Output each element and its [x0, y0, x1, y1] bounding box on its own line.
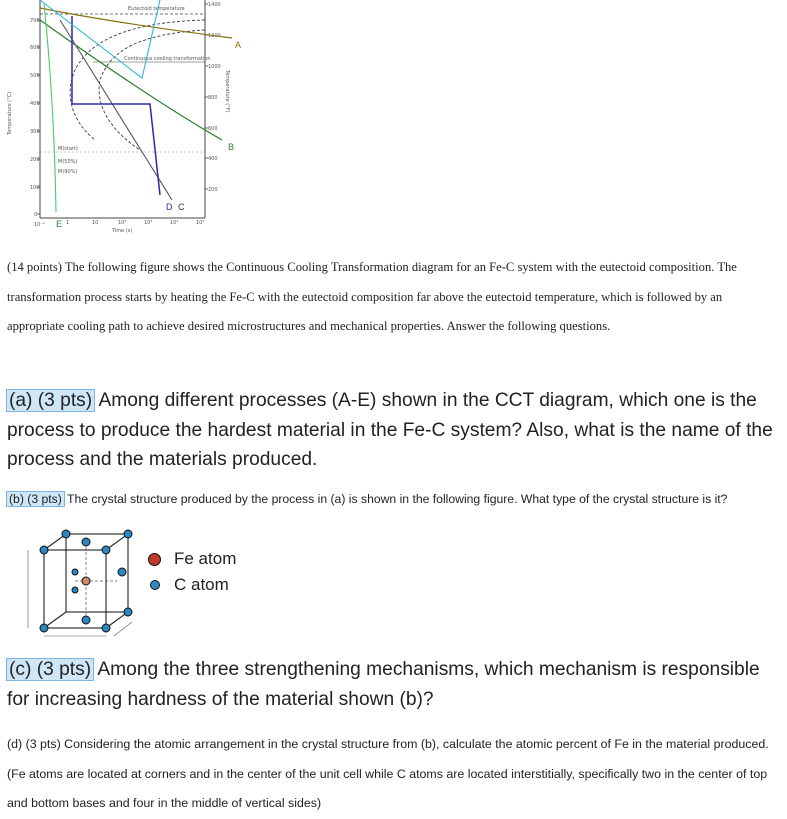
- atom-c: [118, 568, 126, 576]
- bottom-tick-0: 10⁻¹: [34, 222, 46, 228]
- m90-label: M(90%): [58, 169, 78, 175]
- label-b: B: [228, 142, 235, 152]
- legend: [148, 546, 236, 598]
- question-c-text: Among the three strengthening mechanisms, which mechanism is responsible for increasing hardness of the material shown (b)?: [7, 659, 760, 710]
- question-a-text: Among different processes (A-E) shown in the CCT diagram, which one is the process to produce the hardest material in the Fe-C system? Also, what is the name of the process and the materials produced.: [7, 390, 773, 470]
- label-c: C: [178, 202, 185, 212]
- atom-c: [124, 608, 132, 616]
- left-tick-400: 400: [30, 101, 40, 107]
- right-tick-800: 800: [208, 95, 218, 101]
- question-c-tag: (c) (3 pts): [9, 659, 92, 680]
- question-b: [7, 492, 782, 506]
- atom-c: [82, 538, 90, 546]
- bottom-tick-6: 10⁵: [196, 220, 205, 226]
- bottom-tick-4: 10³: [144, 220, 153, 226]
- eutectoid-label: Eutectoid temperature: [128, 6, 185, 12]
- left-tick-0: 0: [34, 212, 38, 218]
- y-axis-right-label: Temperature (°F): [224, 70, 230, 113]
- question-b-tag: (b) (3 pts): [9, 492, 62, 506]
- bottom-tick-5: 10⁴: [170, 220, 179, 226]
- right-tick-1400: 1400: [208, 2, 221, 8]
- finish-curve: [99, 30, 205, 150]
- legend-fe-label: Fe atom: [174, 549, 237, 568]
- label-e: E: [56, 219, 63, 229]
- left-tick-600: 600: [30, 45, 40, 51]
- right-tick-400: 400: [208, 156, 218, 162]
- label-a: A: [235, 40, 242, 50]
- question-a: [7, 386, 782, 475]
- crystal-structure: [22, 524, 142, 644]
- right-tick-600: 600: [208, 126, 218, 132]
- bottom-tick-1: 1: [66, 220, 70, 226]
- question-d: (d) (3 pts) Considering the atomic arrangement in the crystal structure from (b), calculate the atomic percent of Fe in the material produced. (Fe atoms are located at corners and in the center of the unit cell while C atoms are located interstitially, specifically two in the center of top and bottom bases and four in the middle of vertical sides): [7, 737, 769, 810]
- legend-fe: [148, 546, 236, 572]
- question-b-text: The crystal structure produced by the process in (a) is shown in the following figure. What type of the crystal structure is it?: [63, 492, 728, 506]
- x-axis-label: Time (s): [112, 228, 133, 234]
- atom-c: [102, 546, 110, 554]
- question-a-tag: (a) (3 pts): [9, 390, 93, 411]
- atom-c: [124, 530, 132, 538]
- path-e: [44, 4, 56, 212]
- atom-c: [72, 587, 78, 593]
- bottom-tick-2: 10: [92, 220, 99, 226]
- atom-c: [40, 624, 48, 632]
- m50-label: M(50%): [58, 159, 78, 165]
- left-tick-200: 200: [30, 157, 40, 163]
- left-tick-300: 300: [30, 129, 40, 135]
- bottom-tick-3: 10²: [118, 220, 127, 226]
- c-dot-icon: [150, 580, 160, 590]
- atom-c: [102, 624, 110, 632]
- cct-diagram: [0, 0, 787, 240]
- legend-c-label: C atom: [174, 575, 229, 594]
- intro-text: (14 points) The following figure shows the Continuous Cooling Transformation diagram for an Fe-C system with the eutectoid composition. The transformation process starts by heating the Fe-C with the eutectoid composition far above the eutectoid temperature, which is followed by an appropriate cooling path to achieve desired microstructures and mechanical properties. Answer the following questions.: [7, 260, 737, 333]
- question-c: [7, 655, 782, 714]
- left-tick-100: 100: [30, 185, 40, 191]
- left-tick-700: 700: [30, 18, 40, 24]
- path-b: [40, 20, 222, 140]
- atom-fe: [82, 577, 90, 585]
- right-tick-1000: 1000: [208, 64, 221, 70]
- left-tick-500: 500: [30, 73, 40, 79]
- mstart-label: M(start): [58, 146, 78, 152]
- y-axis-left-label: Temperature (°C): [7, 91, 13, 135]
- atom-c: [62, 530, 70, 538]
- label-d: D: [166, 202, 173, 212]
- right-tick-1200: 1200: [208, 33, 221, 39]
- fe-dot-icon: [148, 553, 161, 566]
- atom-c: [72, 569, 78, 575]
- continuous-label: Continuous cooling transformation: [124, 56, 211, 62]
- right-tick-200: 200: [208, 187, 218, 193]
- legend-c: [148, 572, 236, 598]
- path-d: [72, 16, 160, 195]
- atom-c: [40, 546, 48, 554]
- atom-c: [82, 616, 90, 624]
